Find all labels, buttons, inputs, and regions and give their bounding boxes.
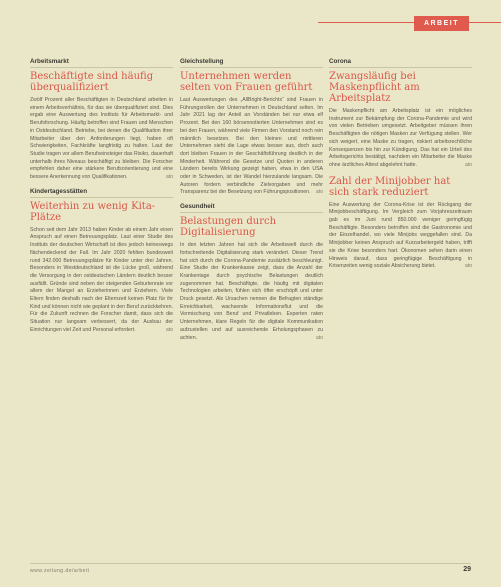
article-author: ato [166, 326, 173, 333]
article-author: ato [316, 189, 323, 196]
article-kita [30, 188, 173, 335]
article-body: Laut Auswertungen des „AllBright-Berichts“ sind Frauen in Führungsrollen der Unternehmen in Deutschland selten. Im Jahr 2021 lag der Anteil an Vorständen bei nur etwa elf Prozent. Bei den 160 börsennotierten Unternehmen sind es bei den Frauen, während viele Firmen den Vorstand noch rein männlich besetzen. Bei den kleinen und mittleren Unternehmen sieht die Lage etwas besser aus, doch auch dort bleiben Frauen in der Geschäftsführung deutlich in der Minderheit. Während die Gesetze und Quoten in anderen Ländern bereits Wirkung gezeigt haben, etwa in den USA oder in Schweden, ist der Wandel hierzulande langsam. Die Autoren fordern verbindliche Zielvorgaben und mehr Transparenz bei der Besetzung von Führungspositionen. ato [180, 97, 323, 196]
article-author: ato [465, 263, 472, 270]
article-corona [329, 58, 472, 170]
article-headline: Belastungen durch Digitalisierung [180, 216, 277, 239]
article-kicker: Gesundheit [180, 203, 323, 213]
column-2 [180, 58, 323, 348]
article-body: Eine Auswertung der Corona-Krise ist der Rückgang der Minijobbeschäftigung. Im Vergleich zum Vorjahreszeitraum gab es im Juni rund 850.000 weniger geringfügig Beschäftigte. Besonders betroffen sind die Gastronomie und der Einzelhandel, wo viele Minijobs weggefallen sind. Da Minijobber keinen Anspruch auf Kurzarbeitergeld haben, trifft sie die Krise besonders hart. Ökonomen sehen darin einen Hinweis darauf, dass geringfügige Beschäftigung in Krisenzeiten wenig soziale Absicherung bietet. ato [329, 201, 472, 270]
article-author: ato [166, 174, 173, 181]
article-headline: Weiterhin zu wenig Kita-Plätze [30, 200, 156, 223]
article-author: ato [316, 334, 323, 341]
article-body: In den letzten Jahren hat sich die Arbeitswelt durch die fortschreitende Digitalisierung stark verändert. Dieser Trend hat sich durch die Corona-Pandemie zusätzlich beschleunigt. Eine Studie der Krankenkasse zeigt, dass die Anzahl der Krankentage durch psychische Belastungen deutlich zugenommen hat. Beschäftigte, die häufig mit digitalen Technologien arbeiten, fühlen sich öfter erschöpft und unter Druck gesetzt. Als Ursachen nennen die Befragten ständige Erreichbarkeit, wachsende Informationsflut und die Vermischung von Beruf und Privatleben. Experten raten Unternehmen, klare Regeln für die digitale Kommunikation aufzustellen und auf ausreichende Erholungsphasen zu achten. ato [180, 242, 323, 341]
article-kicker: Gleichstellung [180, 58, 323, 68]
article-arbeitsmarkt [30, 58, 173, 182]
article-body: Zwölf Prozent aller Beschäftigten in Deutschland arbeiten in einem Arbeitsverhältnis, für das sie überqualifiziert sind. Dies ergab eine Auswertung des Instituts für Arbeitsmarkt- und Berufsforschung. Häufig betroffen sind Frauen und Menschen in Ostdeutschland. Betriebe, bei denen die Qualifikation ihrer Mitarbeiter über den Anforderungen liegt, haben oft Schwierigkeiten, Fachkräfte langfristig zu halten. Laut der Studie tragen vor allem Berufseinsteiger das Risiko, dauerhaft unterhalb ihres Niveaus beschäftigt zu bleiben. Die Forscher empfehlen daher eine stärkere Berufsorientierung und eine bessere Anerkennung von Qualifikationen. ato [30, 97, 173, 181]
article-body: Die Maskenpflicht am Arbeitsplatz ist ein mögliches Instrument zur Bekämpfung der Corona-Pandemie und wird von vielen Betrieben umgesetzt. Arbeitgeber müssen ihren Beschäftigten die nötigen Masken zur Verfügung stellen. Wer sich weigert, eine Maske zu tragen, riskiert arbeitsrechtliche Konsequenzen bis hin zur Kündigung. Das hat ein Urteil des Arbeitsgerichts bestätigt, nachdem ein Mitarbeiter die Maske ohne ärztliches Attest abgelehnt hatte. ato [329, 108, 472, 168]
footer-url[interactable]: www.zeitung.de/arbeit [30, 568, 90, 574]
article-headline: Beschäftigte sind häufig überqualifiziert [30, 71, 154, 93]
column-3 [329, 58, 472, 277]
section-badge: ARBEIT [414, 16, 469, 31]
page-number: 29 [463, 566, 471, 573]
article-kicker: Corona [329, 58, 472, 68]
article-gleichstellung [180, 58, 323, 197]
article-headline: Unternehmen werden selten von Frauen geführt [180, 71, 313, 93]
column-1 [30, 58, 173, 341]
article-headline: Zahl der Minijobber hat sich stark reduziert [329, 175, 451, 198]
footer-rule [30, 563, 471, 564]
article-minijobber [329, 176, 472, 271]
article-gesundheit [180, 203, 323, 342]
article-body: Schon seit dem Jahr 2013 haben Kinder ab einem Jahr einen Anspruch auf einen Betreuungsplatz. Laut einer Studie des Instituts der deutschen Wirtschaft ist dies jedoch keineswegs flächendeckend der Fall. Im Jahr 2020 fehlten bundesweit rund 342.000 Betreuungsplätze für Kinder unter drei Jahren. Besonders in Westdeutschland ist die Lücke groß, während die Versorgung in den ostdeutschen Ländern deutlich besser ausfällt. Gründe sind neben der steigenden Geburtenrate vor allem der Mangel an Erzieherinnen und Erziehern. Viele Eltern finden deshalb nach der Elternzeit keinen Platz für ihr Kind und können nicht wie geplant in den Beruf zurückkehren. Für die Zukunft rechnen die Forscher damit, dass sich die Situation nur langsam verbessert, da der Ausbau der Einrichtungen viel Zeit und Personal erfordert. ato [30, 226, 173, 333]
article-kicker: Kindertagesstätten [30, 188, 173, 198]
article-kicker: Arbeitsmarkt [30, 58, 173, 68]
article-author: ato [465, 161, 472, 168]
header-rule [318, 22, 501, 23]
article-headline: Zwangsläufig bei Maskenpflicht am Arbeitsplatz [329, 71, 420, 104]
